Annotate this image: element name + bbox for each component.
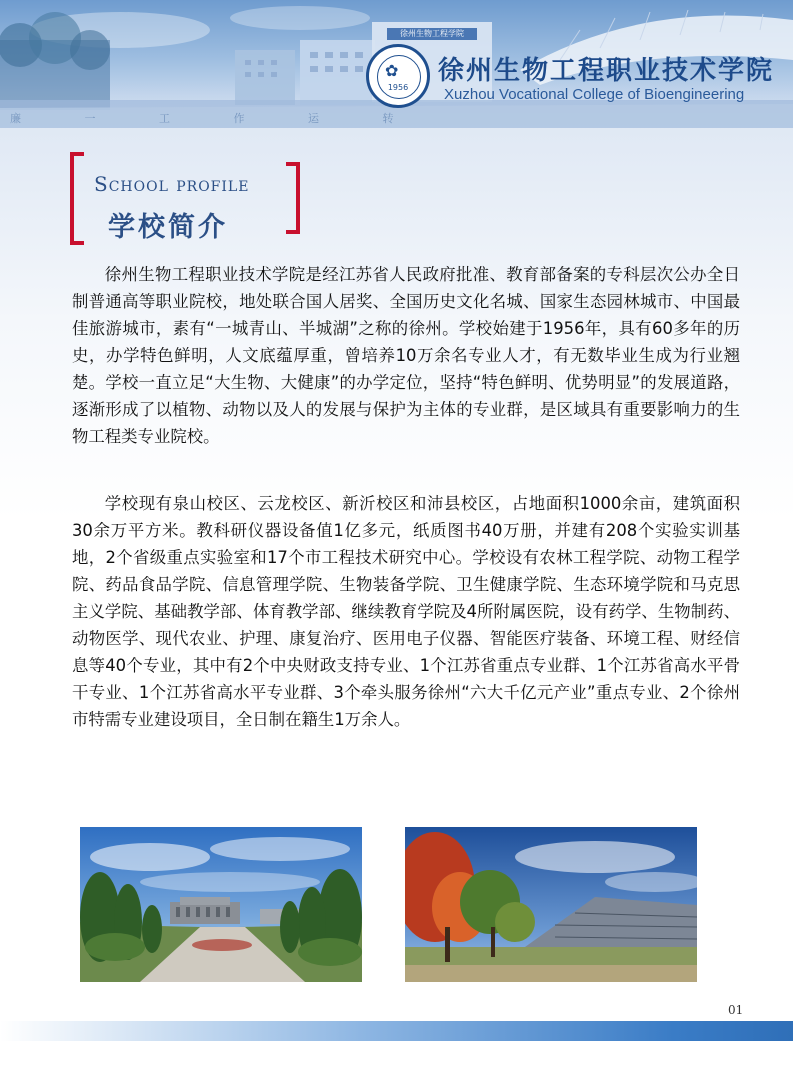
page-number: 01	[728, 1003, 744, 1017]
banner-slogan: 廉 一 工 作 运 转	[10, 112, 424, 125]
campus-plaza-illustration	[80, 827, 362, 982]
logo-year: 1956	[387, 83, 409, 92]
college-logo	[366, 44, 430, 108]
college-name-cn: 徐州生物工程职业技术学院	[438, 56, 775, 86]
profile-paragraph-2: 学校现有泉山校区、云龙校区、新沂校区和沛县校区，占地面积1000余亩，建筑面积30余万平方米。教科研仪器设备值1亿多元，纸质图书40万册，并建有208个实验实训基地，2个省级重点实验室和17个市工程技术研究中心。学校设有农林工程学院、动物工程学院、药品食品学院、信息管理学院、生物装备学院、卫生健康学院、生态环境学院和马克思主义学院、基础教学部、体育教学部、继续教育学院及4所附属医院，设有药学、生物制药、动物医学、现代农业、护理、康复治疗、医用电子仪器、智能医疗装备、环境工程、财经信息等40个专业，其中有2个中央财政支持专业、1个江苏省重点专业群、1个江苏省高水平骨干专业、1个江苏省高水平专业群、3个牵头服务徐州“六大千亿元产业”重点专业、2个徐州市特需专业建设项目，全日制在籍生1万余人。	[72, 494, 740, 729]
section-title-en	[94, 172, 249, 196]
title-bracket-right	[286, 162, 300, 234]
logo-emblem-icon: ✿	[385, 61, 399, 80]
section-title-en-text: School profile	[94, 172, 250, 196]
college-name-en: Xuzhou Vocational College of Bioengineering	[444, 86, 745, 103]
building-sign: 徐州生物工程学院	[387, 28, 477, 40]
profile-paragraph-1: 徐州生物工程职业技术学院是经江苏省人民政府批准、教育部备案的专科层次公办全日制普通高等职业院校，地处联合国人居奖、全国历史文化名城、国家生态园林城市、中国最佳旅游城市，素有“一城青山、半城湖”之称的徐州。学校始建于1956年，具有60多年的历史，办学特色鲜明，人文底蕴厚重，曾培养10万余名专业人才，有无数毕业生成为行业翘楚。学校一直立足“大生物、大健康”的办学定位，坚持“特色鲜明、优势明显”的发展道路，逐渐形成了以植物、动物以及人的发展与保护为主体的专业群，是区域具有重要影响力的生物工程类专业院校。	[72, 265, 740, 446]
section-title-cn: 学校简介	[108, 212, 228, 243]
campus-main-building-photo	[80, 827, 362, 982]
campus-library-photo	[405, 827, 697, 982]
footer-gradient-bar	[0, 1021, 793, 1041]
title-bracket-left	[70, 152, 84, 245]
campus-building-autumn-illustration	[405, 827, 697, 982]
logo-ring	[377, 55, 421, 99]
